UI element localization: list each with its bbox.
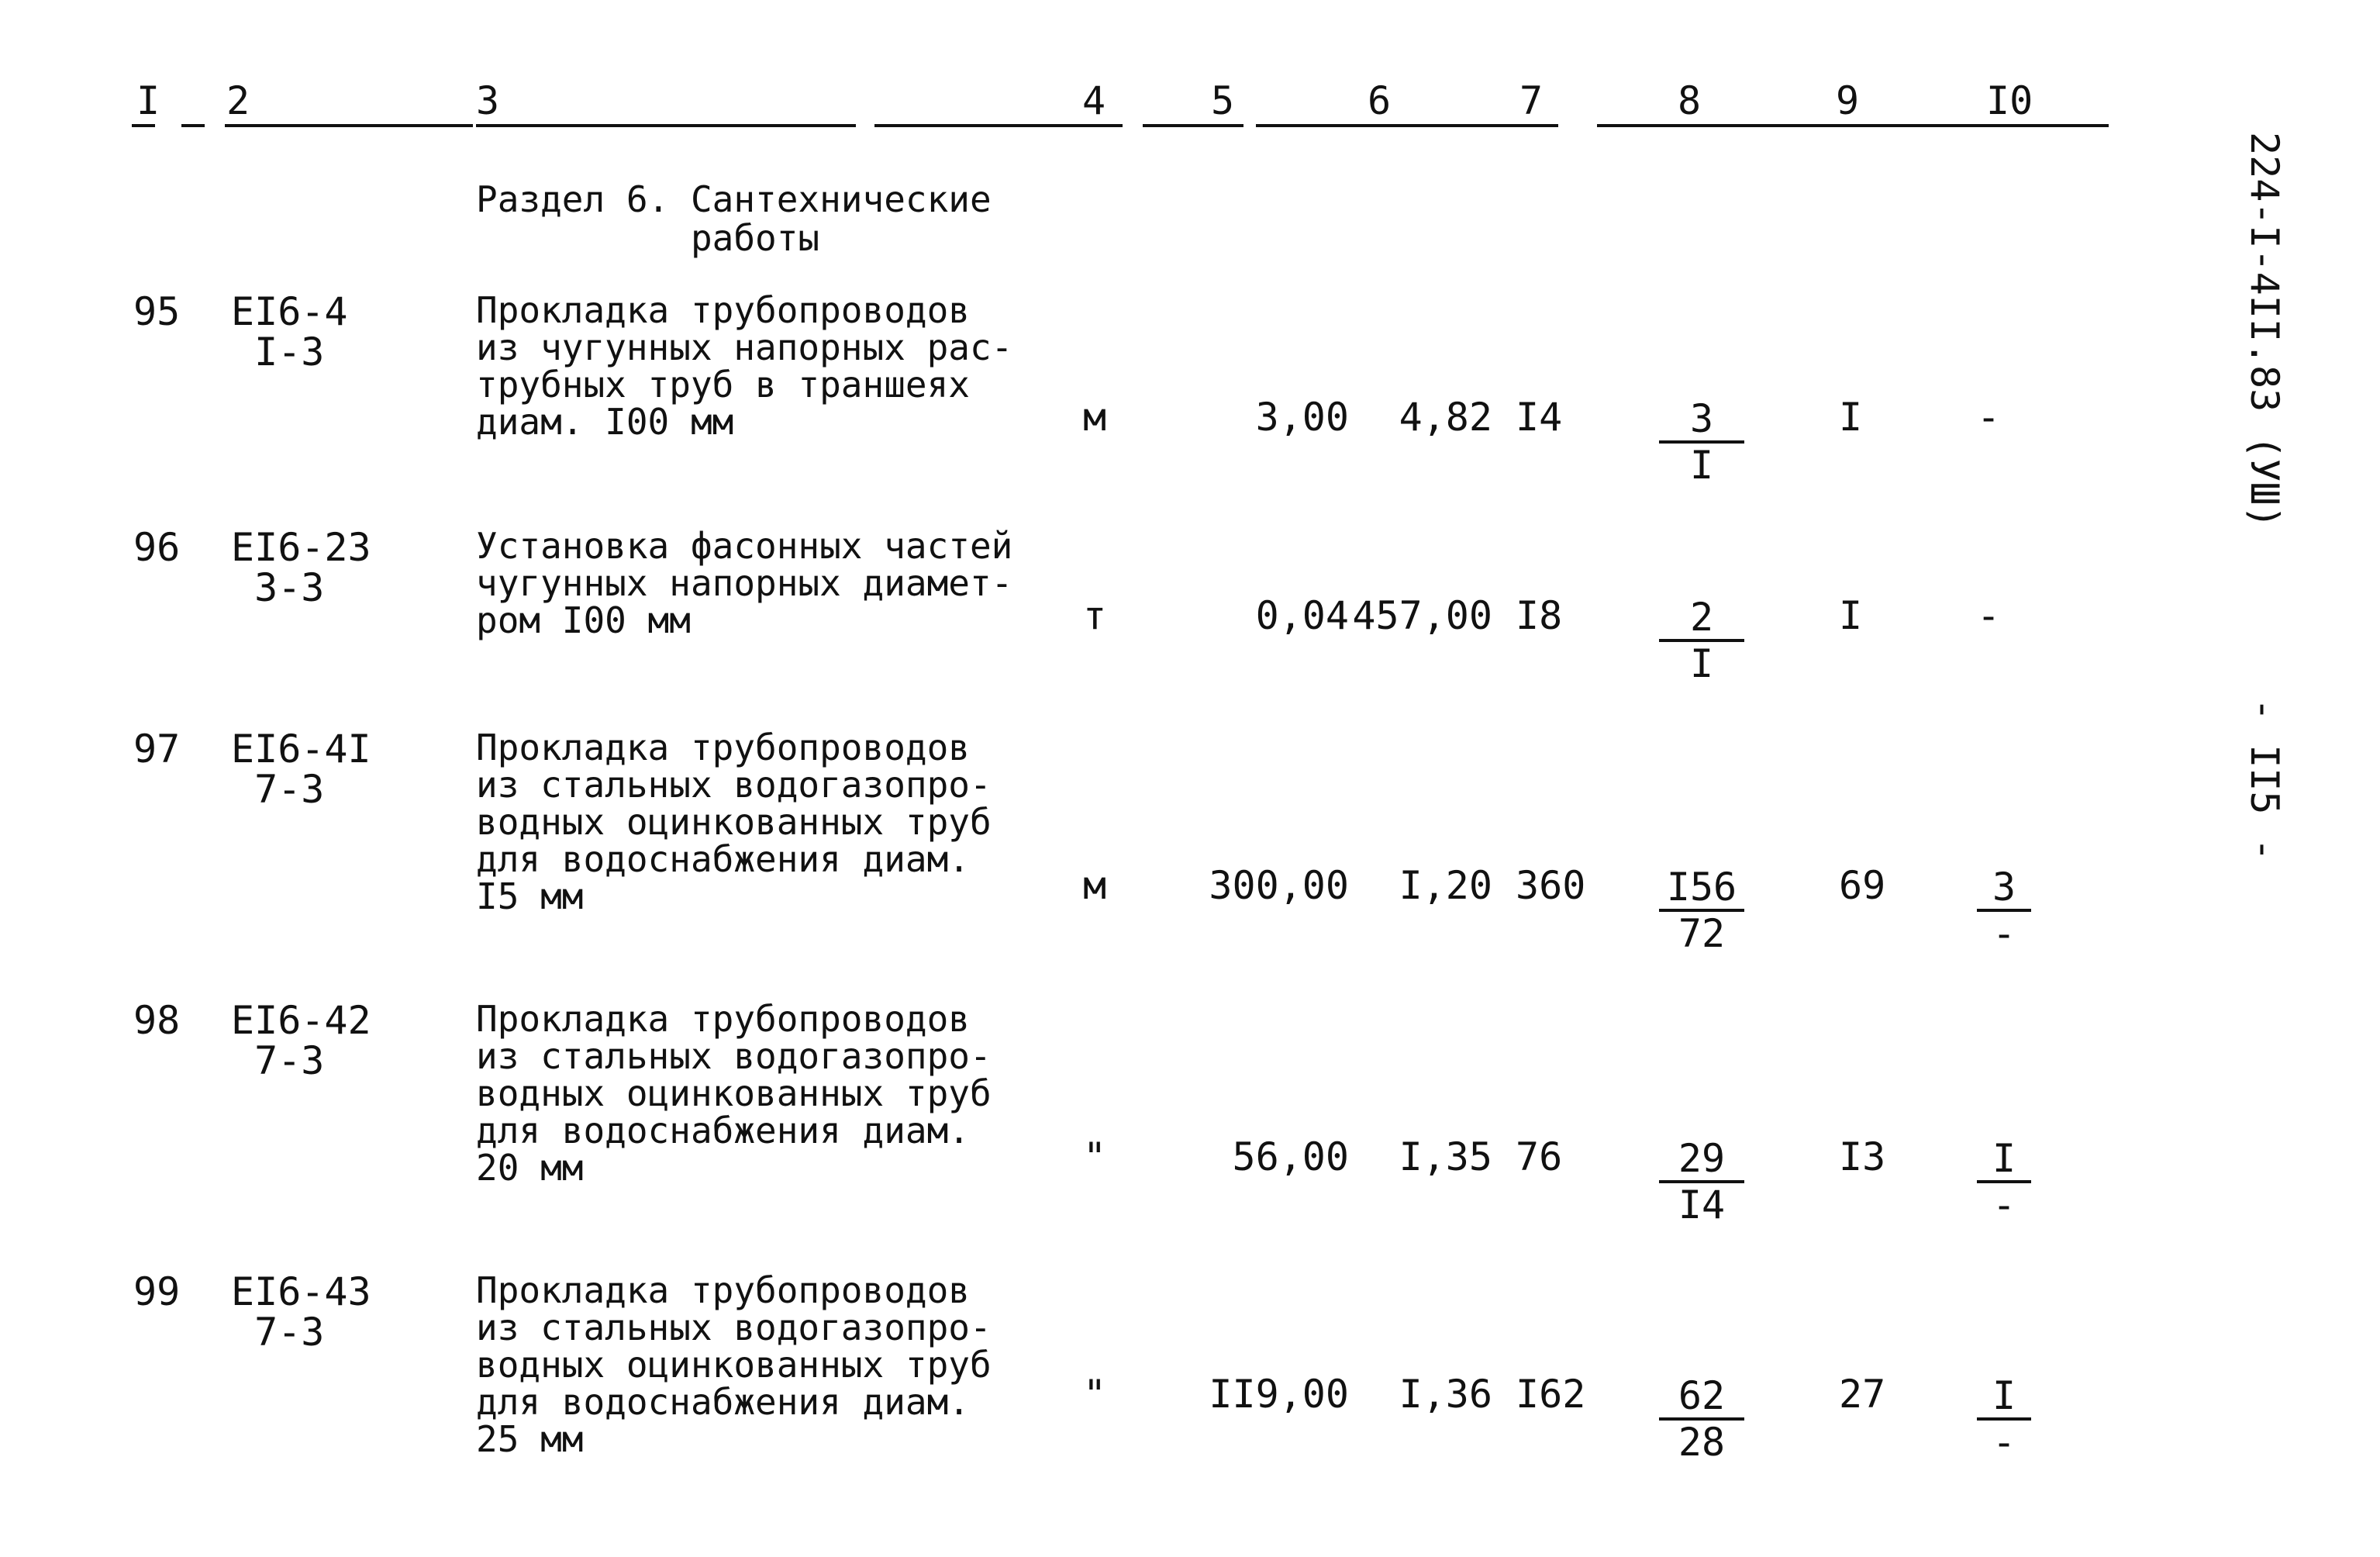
col-header-5: 5: [1211, 78, 1235, 123]
unit: м: [1082, 863, 1107, 908]
quantity: 56,00: [1232, 1134, 1349, 1179]
rate-code: EI6-23 3-3: [231, 525, 371, 610]
header-rule: [476, 124, 856, 127]
quantity: 0,04: [1255, 593, 1349, 638]
fraction-col-8: [1659, 397, 1744, 487]
col-9-value: I: [1839, 593, 1863, 638]
fraction-denominator: -: [1992, 1182, 2016, 1227]
unit-price: I,35: [1399, 1134, 1492, 1179]
fraction-col-8: [1659, 596, 1744, 685]
fraction-col-10: [1977, 865, 2031, 955]
total-cost: I8: [1516, 593, 1563, 638]
work-description: Прокладка трубопроводов из чугунных напорных рас- трубных труб в траншеях диам. I00 мм: [476, 289, 1013, 443]
col-9-value: I3: [1839, 1134, 1886, 1179]
work-description: Прокладка трубопроводов из стальных водогазопро- водных оцинкованных труб для водоснабжения диам. 25 мм: [476, 1269, 992, 1460]
work-description: Прокладка трубопроводов из стальных водогазопро- водных оцинкованных труб для водоснабжения диам. 20 мм: [476, 998, 992, 1189]
rate-code: EI6-42 7-3: [231, 998, 371, 1083]
header-rule: [1597, 124, 2109, 127]
col-header-2: 2: [226, 78, 250, 123]
fraction-numerator: I56: [1659, 865, 1744, 912]
unit-price: I,36: [1399, 1372, 1492, 1417]
document-code: 224-I-4II.83 (УШ): [2242, 132, 2287, 529]
col-9-value: I: [1839, 395, 1863, 440]
total-cost: 360: [1516, 863, 1586, 908]
fraction-denominator: I: [1689, 443, 1714, 488]
header-rule: [1256, 124, 1558, 127]
col-header-4: 4: [1082, 78, 1106, 123]
fraction-numerator: 2: [1659, 596, 1744, 642]
fraction-col-8: [1659, 1137, 1744, 1227]
col-header-6: 6: [1368, 78, 1392, 123]
col-header-3: 3: [476, 78, 500, 123]
unit-price: 457,00: [1352, 593, 1492, 638]
row-number: 95: [133, 289, 181, 334]
row-number: 96: [133, 525, 181, 570]
fraction-numerator: I: [1977, 1137, 2031, 1183]
quantity: II9,00: [1209, 1372, 1349, 1417]
fraction-denominator: -: [1992, 911, 2016, 956]
row-number: 99: [133, 1269, 181, 1314]
unit-price: I,20: [1399, 863, 1492, 908]
header-rule: [874, 124, 1123, 127]
header-rule: [1143, 124, 1243, 127]
unit: т: [1082, 593, 1107, 638]
col-9-value: 69: [1839, 863, 1886, 908]
col-10-value: -: [1977, 395, 2001, 440]
fraction-col-8: [1659, 1374, 1744, 1464]
fraction-denominator: 28: [1678, 1420, 1726, 1465]
fraction-numerator: 62: [1659, 1374, 1744, 1421]
fraction-col-10: [1977, 1374, 2031, 1464]
unit: м: [1082, 395, 1107, 440]
rate-code: EI6-43 7-3: [231, 1269, 371, 1355]
header-rule: [132, 124, 155, 127]
fraction-denominator: I: [1689, 641, 1714, 686]
fraction-col-10: [1977, 1137, 2031, 1227]
fraction-col-8: [1659, 865, 1744, 955]
row-number: 98: [133, 998, 181, 1043]
unit: ": [1082, 1372, 1107, 1417]
col-header-8: 8: [1678, 78, 1702, 123]
col-10-value: -: [1977, 593, 2001, 638]
quantity: 3,00: [1255, 395, 1349, 440]
total-cost: 76: [1516, 1134, 1563, 1179]
fraction-numerator: 29: [1659, 1137, 1744, 1183]
row-number: 97: [133, 727, 181, 772]
quantity: 300,00: [1209, 863, 1349, 908]
header-rule: [225, 124, 473, 127]
col-header-1: I: [136, 78, 160, 123]
fraction-denominator: 72: [1678, 911, 1726, 956]
work-description: Установка фасонных частей чугунных напорных диамет- ром I00 мм: [476, 525, 1013, 641]
section-title: Раздел 6. Сантехнические работы: [476, 178, 992, 259]
rate-code: EI6-4I 7-3: [231, 727, 371, 812]
total-cost: I4: [1516, 395, 1563, 440]
fraction-denominator: I4: [1678, 1182, 1726, 1227]
page-number: - II5 -: [2242, 698, 2287, 861]
col-header-9: 9: [1836, 78, 1860, 123]
fraction-numerator: 3: [1977, 865, 2031, 912]
fraction-numerator: 3: [1659, 397, 1744, 444]
total-cost: I62: [1516, 1372, 1586, 1417]
fraction-numerator: I: [1977, 1374, 2031, 1421]
unit-price: 4,82: [1399, 395, 1492, 440]
col-9-value: 27: [1839, 1372, 1886, 1417]
rate-code: EI6-4 I-3: [231, 289, 348, 375]
header-rule: [181, 124, 205, 127]
col-header-10: I0: [1986, 78, 2033, 123]
work-description: Прокладка трубопроводов из стальных водогазопро- водных оцинкованных труб для водоснабжения диам. I5 мм: [476, 727, 992, 917]
unit: ": [1082, 1134, 1107, 1179]
col-header-7: 7: [1519, 78, 1544, 123]
fraction-denominator: -: [1992, 1420, 2016, 1465]
